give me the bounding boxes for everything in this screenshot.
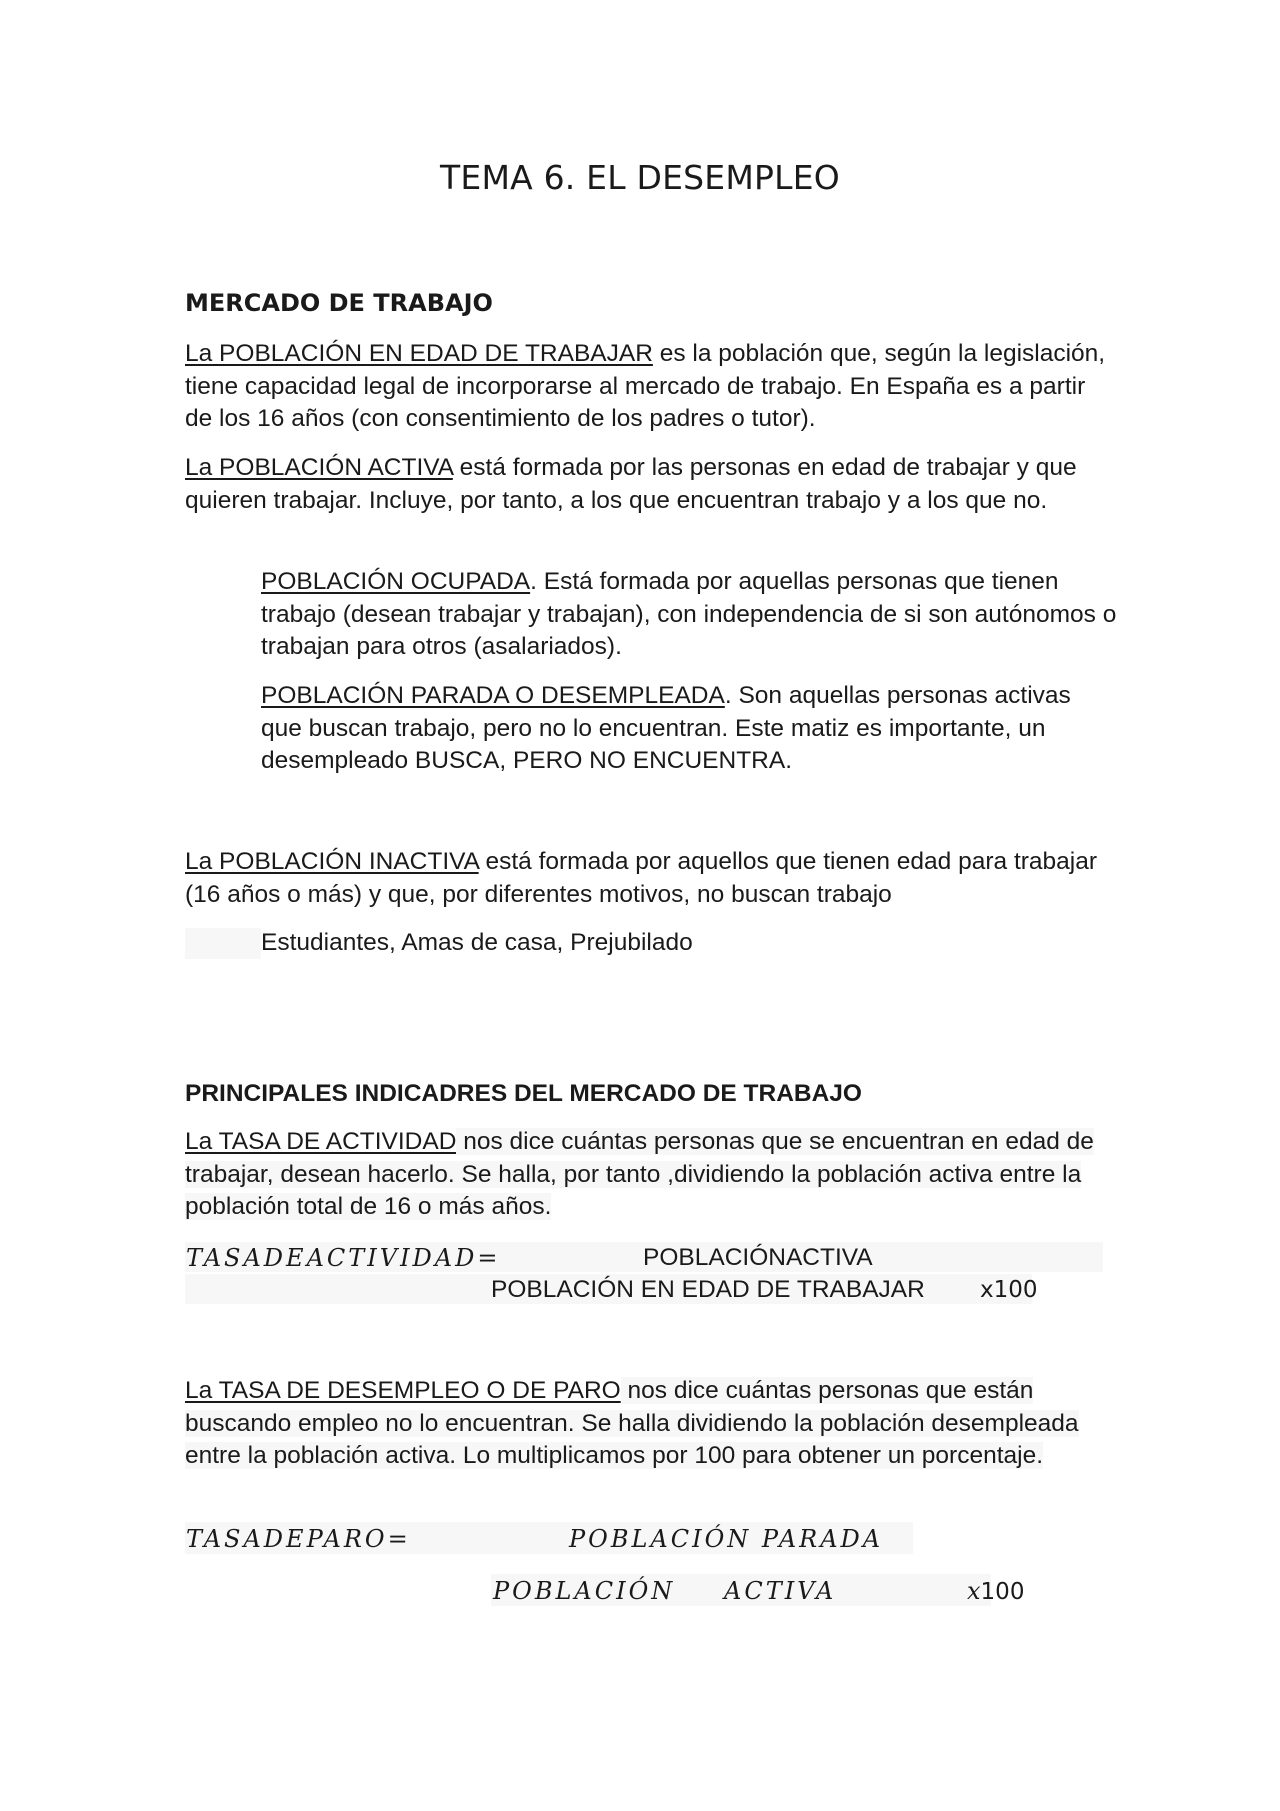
term-underlined: La POBLACIÓN INACTIVA: [185, 848, 479, 875]
paragraph-text: nos dice cuántas personas que están buscando empleo no lo encuentran. Se halla dividiendo la población desempleada entre la población activa. Lo multiplicamos por 100 para obtener un porcentaje.: [185, 1377, 1079, 1469]
paragraph-poblacion-parada: [261, 680, 1117, 778]
paragraph-text: está formada por las personas en edad de trabajar y que quieren trabajar. Incluye, por tanto, a los que encuentran trabajo y a los que no.: [185, 454, 1077, 514]
term-underlined: La POBLACIÓN EN EDAD DE TRABAJAR: [185, 340, 653, 367]
formula-tasa-paro-denominator-b: ACTIVA: [724, 1577, 837, 1605]
formula-tasa-actividad-numerator: POBLACIÓNACTIVA: [643, 1244, 873, 1271]
paragraph-poblacion-ocupada: [261, 566, 1117, 664]
term-underlined: POBLACIÓN PARADA O DESEMPLEADA: [261, 682, 725, 709]
formula-tasa-actividad-lhs: TASADEACTIVIDAD=: [186, 1244, 501, 1272]
paragraph-text: nos dice cuántas personas que se encuentran en edad de trabajar, desean hacerlo. Se halla, por tanto ,dividiendo la población activa entre la población total de 16 o más años.: [185, 1128, 1094, 1220]
section-heading-mercado: MERCADO DE TRABAJO: [185, 289, 493, 317]
document-title: TEMA 6. EL DESEMPLEO: [440, 158, 840, 197]
paragraph-text: . Son aquellas personas activas que buscan trabajo, pero no lo encuentran. Este matiz es importante, un desempleado BUSCA, PERO NO ENCUENTRA.: [261, 682, 1071, 774]
formula-tasa-paro-lhs: TASADEPARO=: [186, 1525, 411, 1553]
paragraph-text: . Está formada por aquellas personas que tienen trabajo (desean trabajar y trabajan), con independencia de si son autónomos o trabajan para otros (asalariados).: [261, 568, 1117, 660]
paragraph-poblacion-inactiva: [185, 846, 1115, 911]
formula-tasa-paro-denominator-a: POBLACIÓN: [493, 1577, 676, 1605]
formula-tasa-paro-numerator: POBLACIÓN PARADA: [569, 1525, 884, 1553]
paragraph-tasa-actividad: [185, 1126, 1115, 1224]
formula-tasa-paro-factor: [967, 1577, 1024, 1605]
paragraph-inactiva-examples: Estudiantes, Amas de casa, Prejubilado: [261, 929, 693, 956]
section-heading-indicadores: PRINCIPALES INDICADRES DEL MERCADO DE TRABAJO: [185, 1080, 862, 1107]
paragraph-tasa-paro: [185, 1375, 1115, 1473]
paragraph-poblacion-activa: [185, 452, 1115, 517]
paragraph-text: está formada por aquellos que tienen edad para trabajar (16 años o más) y que, por diferentes motivos, no buscan trabajo: [185, 848, 1098, 908]
term-underlined: La POBLACIÓN ACTIVA: [185, 454, 453, 481]
term-underlined: POBLACIÓN OCUPADA: [261, 568, 531, 595]
paragraph-poblacion-edad-trabajar: [185, 338, 1115, 436]
formula-tasa-actividad-denominator: POBLACIÓN EN EDAD DE TRABAJAR: [491, 1276, 925, 1303]
term-underlined: La TASA DE DESEMPLEO O DE PARO: [185, 1377, 621, 1404]
shading-strip: [185, 928, 261, 959]
factor-number: 100: [980, 1579, 1025, 1605]
formula-tasa-actividad-factor: x100: [980, 1277, 1038, 1303]
term-underlined: La TASA DE ACTIVIDAD: [185, 1128, 457, 1155]
factor-x: x: [967, 1577, 981, 1605]
paragraph-text: es la población que, según la legislación, tiene capacidad legal de incorporarse al mercado de trabajo. En España es a partir de los 16 años (con consentimiento de los padres o tutor).: [185, 340, 1106, 432]
